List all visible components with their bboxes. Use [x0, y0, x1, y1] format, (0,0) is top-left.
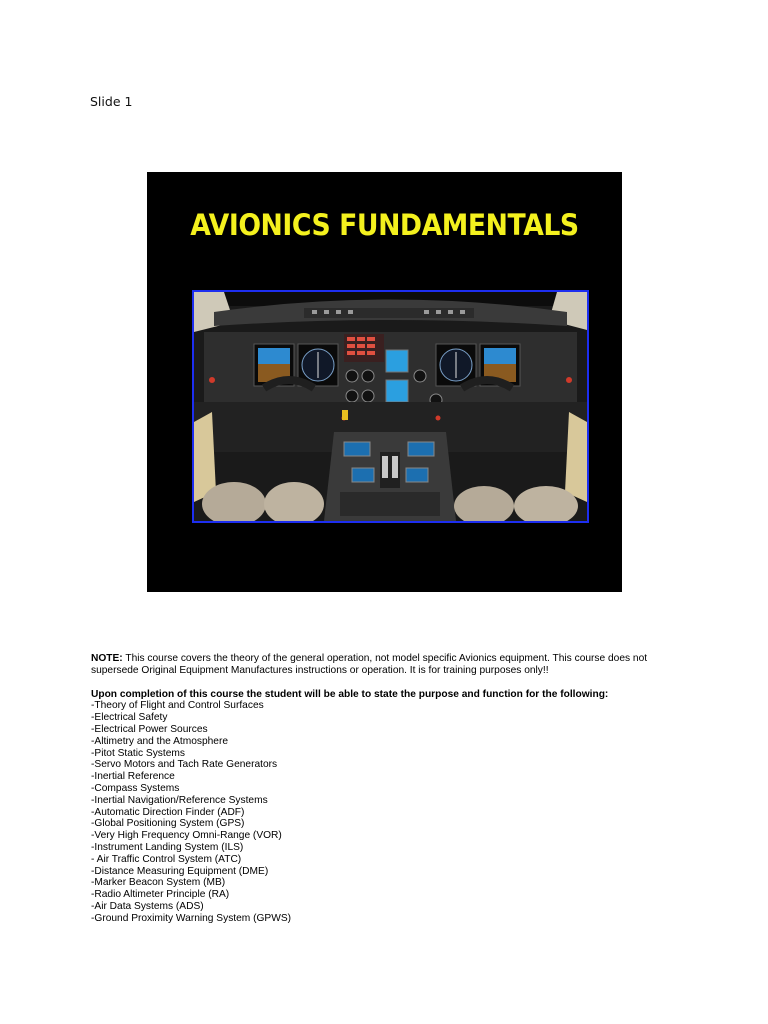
list-item: -Automatic Direction Finder (ADF) — [91, 806, 245, 818]
list-item: -Pitot Static Systems — [91, 747, 185, 759]
list-item: -Altimetry and the Atmosphere — [91, 735, 229, 747]
list-item: -Ground Proximity Warning System (GPWS) — [91, 912, 292, 924]
list-item: -Electrical Power Sources — [91, 723, 208, 735]
note-label: NOTE: — [91, 653, 123, 664]
list-item: -Distance Measuring Equipment (DME) — [91, 865, 269, 877]
list-item: -Global Positioning System (GPS) — [91, 818, 245, 830]
speaker-notes — [91, 653, 671, 925]
list-item: -Electrical Safety — [91, 712, 168, 724]
slide-thumbnail — [147, 172, 622, 592]
list-item: - Air Traffic Control System (ATC) — [91, 853, 242, 865]
objectives-heading — [91, 689, 671, 701]
slide-label: Slide 1 — [90, 94, 133, 109]
list-item: -Inertial Navigation/Reference Systems — [91, 794, 268, 806]
list-item: -Theory of Flight and Control Surfaces — [91, 700, 264, 712]
list-item: -Marker Beacon System (MB) — [91, 877, 226, 889]
list-item: -Air Data Systems (ADS) — [91, 900, 204, 912]
objectives-list — [91, 700, 671, 924]
cockpit-photo — [192, 290, 589, 523]
list-item: -Inertial Reference — [91, 771, 175, 783]
slide-title: AVIONICS FUNDAMENTALS — [190, 208, 579, 242]
note-paragraph — [91, 653, 671, 677]
list-item: -Radio Altimeter Principle (RA) — [91, 889, 230, 901]
list-item: -Servo Motors and Tach Rate Generators — [91, 759, 278, 771]
note-text: This course covers the theory of the general operation, not model specific Avionics equipment. This course does not supersede Original Equipment Manufactures instructions or operation. It is for training purposes only!! — [91, 653, 648, 676]
list-item: -Compass Systems — [91, 782, 180, 794]
list-item: -Very High Frequency Omni-Range (VOR) — [91, 830, 282, 842]
objectives-heading-text: Upon completion of this course the student will be able to state the purpose and function for the following: — [91, 688, 609, 700]
list-item: -Instrument Landing System (ILS) — [91, 841, 244, 853]
